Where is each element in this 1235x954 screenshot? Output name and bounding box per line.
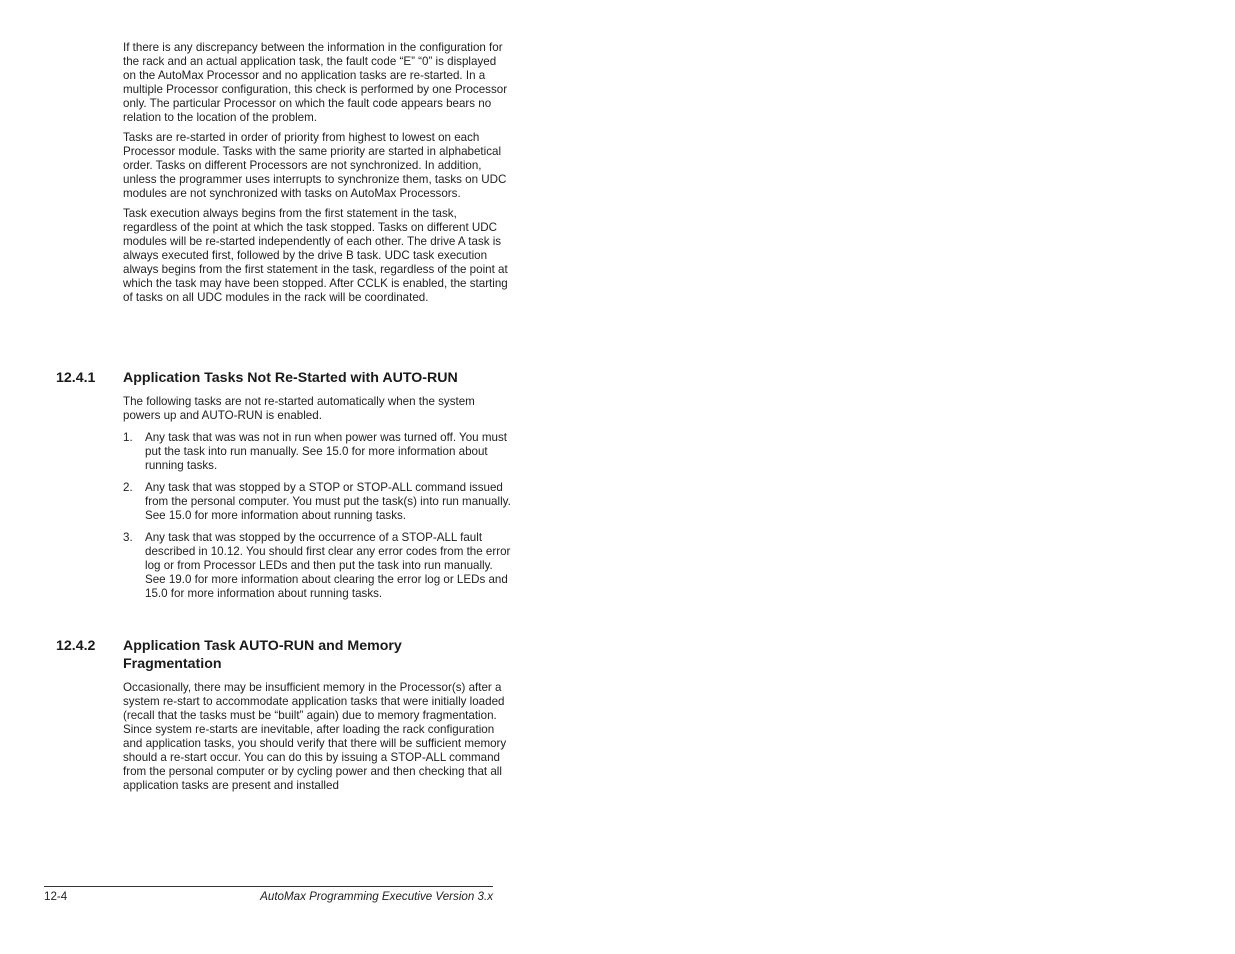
- list-item-number: 1.: [123, 431, 133, 444]
- list-item-text: Any task that was stopped by the occurrence of a STOP-ALL fault described in 10.12. You should first clear any error codes from the error log or from Processor LEDs and then put the task into run manually. See 19.0 for more information about clearing the error log or LEDs and 15.0 for more information about running tasks.: [145, 531, 511, 600]
- section-12-4-2-body: [123, 681, 511, 799]
- list-item-text: Any task that was stopped by a STOP or STOP-ALL command issued from the personal computer. You must put the task(s) into run manually. See 15.0 for more information about running tasks.: [145, 481, 511, 522]
- list-item: [123, 531, 511, 601]
- section-title: Application Task AUTO-RUN and Memory Fragmentation: [123, 638, 402, 672]
- section-number: 12.4.2: [56, 638, 96, 654]
- section-12-4-1-body: [123, 395, 511, 609]
- paragraph-fault-discrepancy: If there is any discrepancy between the information in the configuration for the rack and an actual application task, the fault code “E” “0” is displayed on the AutoMax Processor and no application tasks are re-started. In a multiple Processor configuration, this check is performed by one Processor only. The particular Processor on which the fault code appears bears no relation to the location of the problem.: [123, 41, 508, 124]
- numbered-list: [123, 431, 511, 601]
- section-title: Application Tasks Not Re-Started with AUTO-RUN: [123, 370, 458, 386]
- page-number: 12-4: [44, 890, 68, 903]
- list-item-number: 2.: [123, 481, 133, 494]
- list-item: [123, 481, 511, 523]
- section-number: 12.4.1: [56, 370, 96, 386]
- section-intro-paragraph: The following tasks are not re-started automatically when the system powers up and AUTO-RUN is enabled.: [123, 395, 475, 422]
- list-item-text: Any task that was was not in run when power was turned off. You must put the task into run manually. See 15.0 for more information about running tasks.: [145, 431, 507, 472]
- list-item-number: 3.: [123, 531, 133, 544]
- paragraph-memory-fragmentation: Occasionally, there may be insufficient memory in the Processor(s) after a system re-start to accommodate application tasks that were initially loaded (recall that the tasks must be “built” again) due to memory fragmentation. Since system re-starts are inevitable, after loading the rack configuration and application tasks, you should verify that there will be sufficient memory should a re-start occur. You can do this by issuing a STOP-ALL command from the personal computer or by cycling power and then checking that all application tasks are present and installed: [123, 681, 507, 792]
- paragraph-restart-priority: Tasks are re-started in order of priority from highest to lowest on each Processor module. Tasks with the same priority are started in alphabetical order. Tasks on different Processors are not synchronized. In addition, unless the programmer uses interrupts to synchronize them, tasks on UDC modules are not synchronized with tasks on AutoMax Processors.: [123, 131, 507, 200]
- footer-rule: [44, 886, 493, 887]
- paragraph-task-execution: Task execution always begins from the first statement in the task, regardless of the point at which the task stopped. Tasks on different UDC modules will be re-started independently of each other. The drive A task is always executed first, followed by the drive B task. UDC task execution always begins from the first statement in the task, regardless of the point at which the task may have been stopped. After CCLK is enabled, the starting of tasks on all UDC modules in the rack will be coordinated.: [123, 207, 508, 304]
- footer-document-title: AutoMax Programming Executive Version 3.x: [260, 890, 493, 903]
- intro-text-block: [123, 41, 511, 311]
- list-item: [123, 431, 511, 473]
